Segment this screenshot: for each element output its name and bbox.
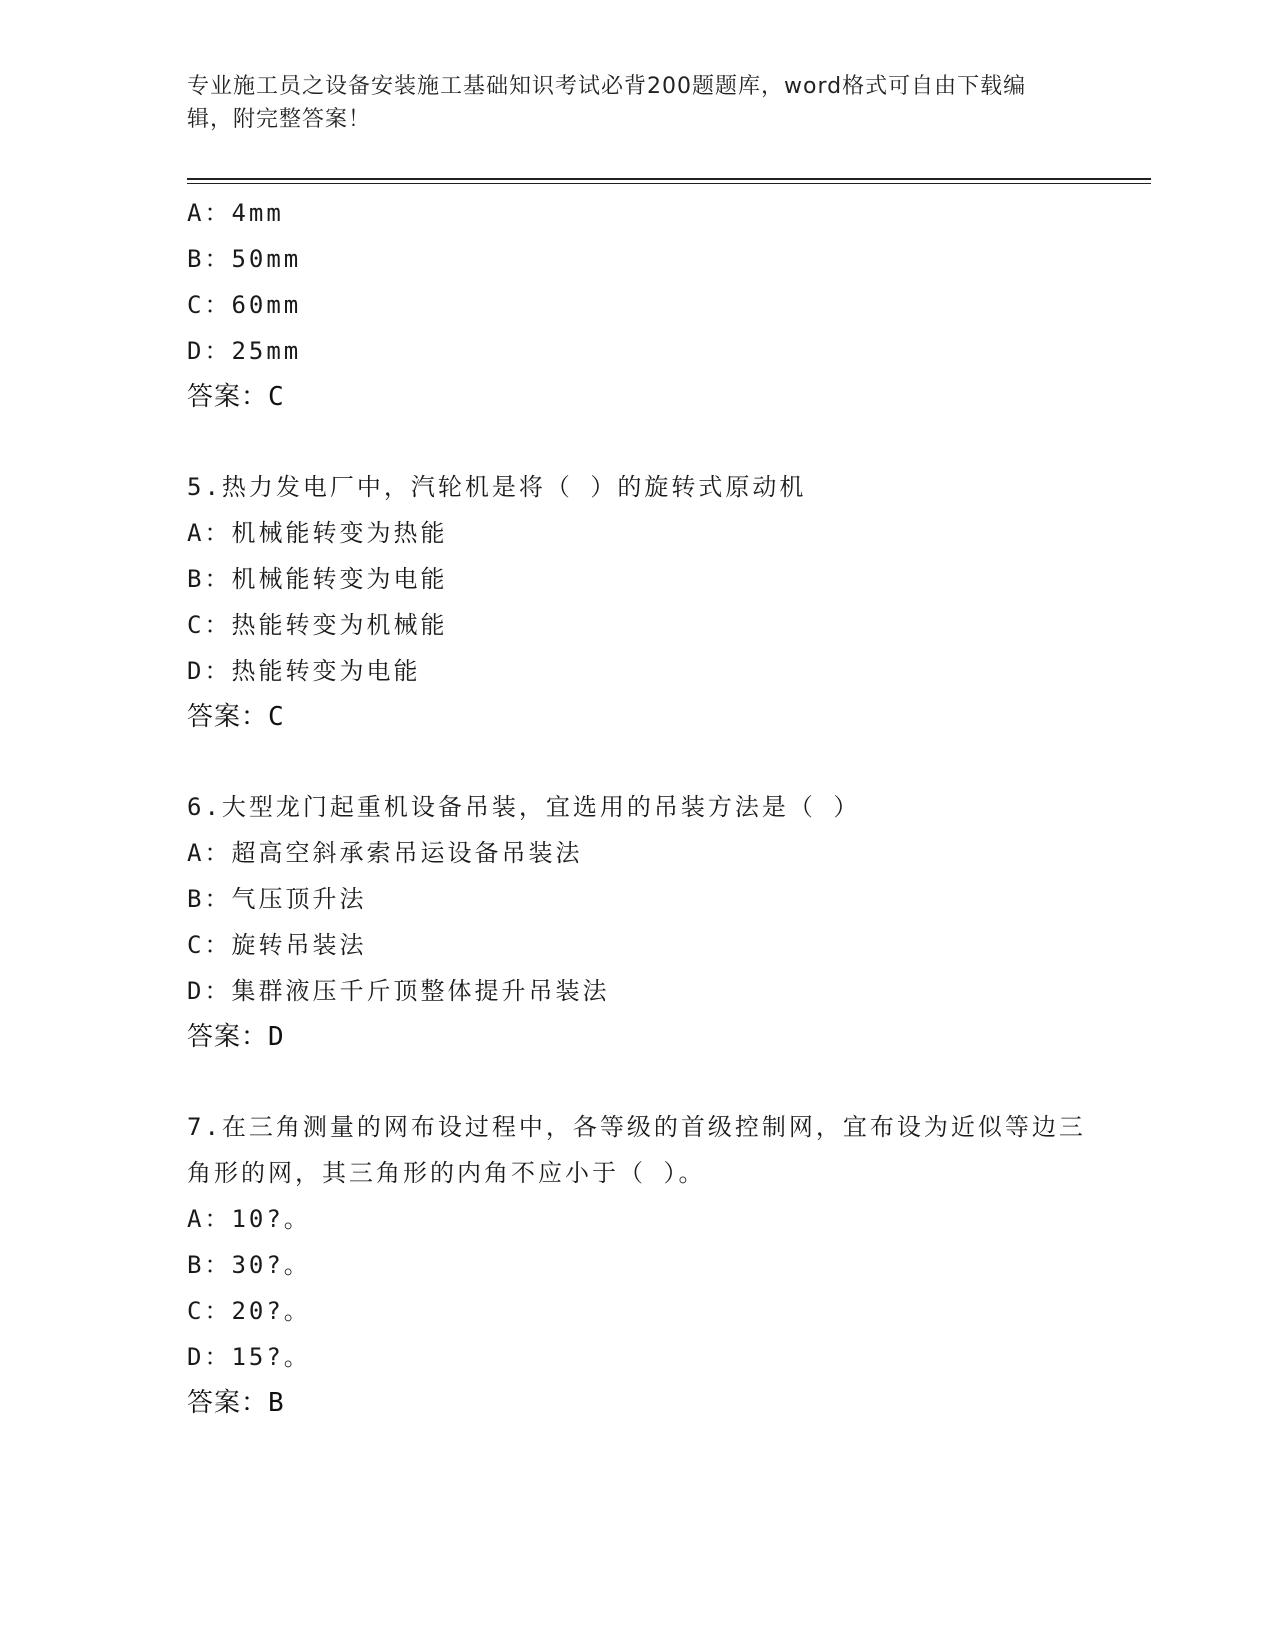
question-list bbox=[187, 190, 1107, 1470]
option-text: 60mm bbox=[231, 291, 302, 319]
option-text: 10?。 bbox=[231, 1205, 311, 1233]
option-c: C：热能转变为机械能 bbox=[187, 611, 448, 639]
option-a: A：4mm bbox=[187, 199, 284, 227]
option-label: A bbox=[187, 519, 205, 547]
option-label: C bbox=[187, 611, 205, 639]
option-d: D：15?。 bbox=[187, 1343, 311, 1371]
answer-label: 答案： bbox=[187, 382, 269, 412]
answer-line bbox=[187, 1380, 1107, 1426]
option-text: 机械能转变为电能 bbox=[231, 565, 448, 593]
option-label: B bbox=[187, 885, 205, 913]
option-text: 热能转变为机械能 bbox=[231, 611, 448, 639]
option-c: C：60mm bbox=[187, 291, 302, 319]
question-block-5 bbox=[187, 464, 1107, 740]
option-c: C：旋转吊装法 bbox=[187, 931, 367, 959]
option-label: A bbox=[187, 199, 205, 227]
option-label: B bbox=[187, 1251, 205, 1279]
option-text: 50mm bbox=[231, 245, 302, 273]
option-label: C bbox=[187, 1297, 205, 1325]
option-label: B bbox=[187, 565, 205, 593]
option-label: A bbox=[187, 839, 205, 867]
option-b: B：30?。 bbox=[187, 1251, 311, 1279]
option-text: 热能转变为电能 bbox=[231, 657, 421, 685]
option-b: B：气压顶升法 bbox=[187, 885, 367, 913]
option-a: A：机械能转变为热能 bbox=[187, 519, 448, 547]
option-b: B：机械能转变为电能 bbox=[187, 565, 448, 593]
header-rule-bottom bbox=[187, 183, 1151, 184]
header-rule-top bbox=[187, 178, 1151, 180]
option-label: D bbox=[187, 657, 205, 685]
option-b: B：50mm bbox=[187, 245, 302, 273]
option-label: C bbox=[187, 291, 205, 319]
question-block-7 bbox=[187, 1104, 1107, 1426]
answer-value: B bbox=[268, 1388, 285, 1418]
option-label: D bbox=[187, 977, 205, 1005]
option-label: B bbox=[187, 245, 205, 273]
option-text: 旋转吊装法 bbox=[231, 931, 367, 959]
question-block-continued bbox=[187, 190, 1107, 420]
answer-value: D bbox=[268, 1022, 285, 1052]
option-text: 超高空斜承索吊运设备吊装法 bbox=[231, 839, 583, 867]
answer-value: C bbox=[268, 702, 285, 732]
answer-label: 答案： bbox=[187, 1388, 269, 1418]
option-a: A：10?。 bbox=[187, 1205, 311, 1233]
option-label: D bbox=[187, 1343, 205, 1371]
option-c: C：20?。 bbox=[187, 1297, 311, 1325]
option-text: 机械能转变为热能 bbox=[231, 519, 448, 547]
answer-line bbox=[187, 1014, 1107, 1060]
question-stem: 6.大型龙门起重机设备吊装，宜选用的吊装方法是（ ） bbox=[187, 793, 861, 821]
option-text: 20?。 bbox=[231, 1297, 311, 1325]
question-stem: 5.热力发电厂中，汽轮机是将（ ）的旋转式原动机 bbox=[187, 473, 807, 501]
answer-line bbox=[187, 374, 1107, 420]
option-label: D bbox=[187, 337, 205, 365]
option-text: 集群液压千斤顶整体提升吊装法 bbox=[231, 977, 610, 1005]
option-text: 4mm bbox=[231, 199, 284, 227]
answer-label: 答案： bbox=[187, 1022, 269, 1052]
option-a: A：超高空斜承索吊运设备吊装法 bbox=[187, 839, 583, 867]
option-text: 气压顶升法 bbox=[231, 885, 367, 913]
option-text: 25mm bbox=[231, 337, 302, 365]
option-label: C bbox=[187, 931, 205, 959]
answer-label: 答案： bbox=[187, 702, 269, 732]
option-text: 15?。 bbox=[231, 1343, 311, 1371]
option-d: D：25mm bbox=[187, 337, 302, 365]
option-text: 30?。 bbox=[231, 1251, 311, 1279]
answer-value: C bbox=[268, 382, 285, 412]
option-d: D：集群液压千斤顶整体提升吊装法 bbox=[187, 977, 610, 1005]
question-stem: 7.在三角测量的网布设过程中，各等级的首级控制网，宜布设为近似等边三角形的网，其三角形的内角不应小于（ ）。 bbox=[187, 1113, 1086, 1187]
option-d: D：热能转变为电能 bbox=[187, 657, 421, 685]
option-label: A bbox=[187, 1205, 205, 1233]
question-block-6 bbox=[187, 784, 1107, 1060]
document-title: 专业施工员之设备安装施工基础知识考试必背200题题库，word格式可自由下载编辑，附完整答案！ bbox=[187, 74, 1027, 132]
answer-line bbox=[187, 694, 1107, 740]
